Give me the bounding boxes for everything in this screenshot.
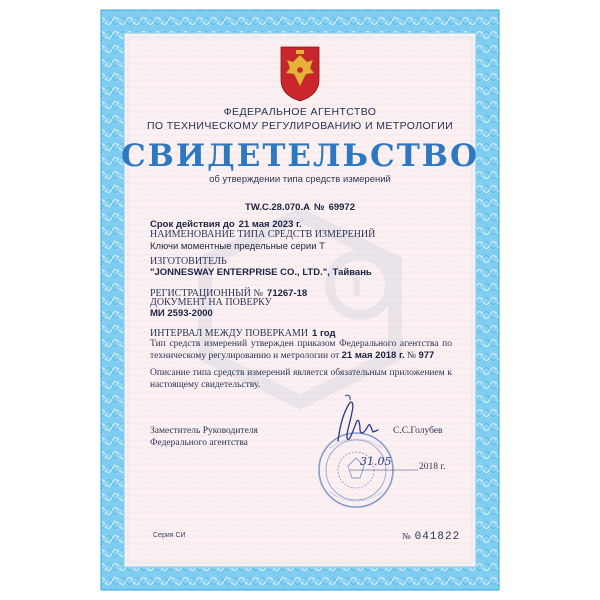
- registration-label: РЕГИСТРАЦИОННЫЙ №: [150, 288, 264, 299]
- approval-paragraph: [150, 338, 452, 362]
- interval-value: 1 год: [312, 328, 336, 339]
- svg-text:T: T: [345, 265, 369, 305]
- certificate-number: 69972: [328, 202, 355, 213]
- signer-position-line2: Федерального агентства: [150, 438, 248, 448]
- approval-number-sign: №: [406, 351, 417, 361]
- approval-text: Тип средств измерений утвержден приказом Федерального агентства по техническому регулированию и метрологии от: [150, 339, 452, 361]
- type-name-label: НАИМЕНОВАНИЕ ТИПА СРЕДСТВ ИЗМЕРЕНИЙ: [150, 229, 376, 240]
- blank-number-line: [402, 526, 460, 544]
- signature-year: 2018 г.: [419, 462, 446, 472]
- series-label: Серия СИ: [153, 532, 186, 539]
- blank-number-sign: №: [402, 531, 411, 541]
- registration-value: 71267-18: [267, 288, 308, 299]
- verification-doc-value: МИ 2593-2000: [150, 308, 213, 319]
- manufacturer-value: "JONNESWAY ENTERPRISE CO., LTD.", Тайвань: [150, 267, 372, 278]
- certificate-number-line: [0, 197, 600, 215]
- signer-name: С.С.Голубев: [393, 426, 443, 436]
- document-title: СВИДЕТЕЛЬСТВО: [121, 138, 479, 174]
- signer-position-line1: Заместитель Руководителя: [150, 426, 258, 436]
- agency-name-line2: ПО ТЕХНИЧЕСКОМУ РЕГУЛИРОВАНИЮ И МЕТРОЛОГИИ: [146, 120, 454, 132]
- agency-name-line1: ФЕДЕРАЛЬНОЕ АГЕНТСТВО: [223, 106, 377, 118]
- verification-doc-label: ДОКУМЕНТ НА ПОВЕРКУ: [150, 297, 272, 308]
- handwritten-date: 31.05: [360, 455, 392, 468]
- manufacturer-label: ИЗГОТОВИТЕЛЬ: [150, 256, 227, 267]
- description-paragraph: Описание типа средств измерений является обязательным приложением к настоящему свидетельству.: [150, 368, 452, 390]
- document-subtitle: об утверждении типа средств измерений: [209, 174, 391, 185]
- certificate-code: TW.C.28.070.A: [245, 202, 310, 213]
- type-name-value: Ключи моментные предельные серии Т: [150, 241, 325, 252]
- certificate-number-sign: №: [313, 202, 325, 213]
- approval-number: 977: [418, 350, 435, 361]
- blank-number: 041822: [414, 531, 461, 543]
- validity-label: Срок действия до: [150, 219, 235, 230]
- interval-label: ИНТЕРВАЛ МЕЖДУ ПОВЕРКАМИ: [150, 328, 309, 339]
- validity-value: 21 мая 2023 г.: [238, 219, 302, 230]
- approval-date: 21 мая 2018 г.: [341, 350, 405, 361]
